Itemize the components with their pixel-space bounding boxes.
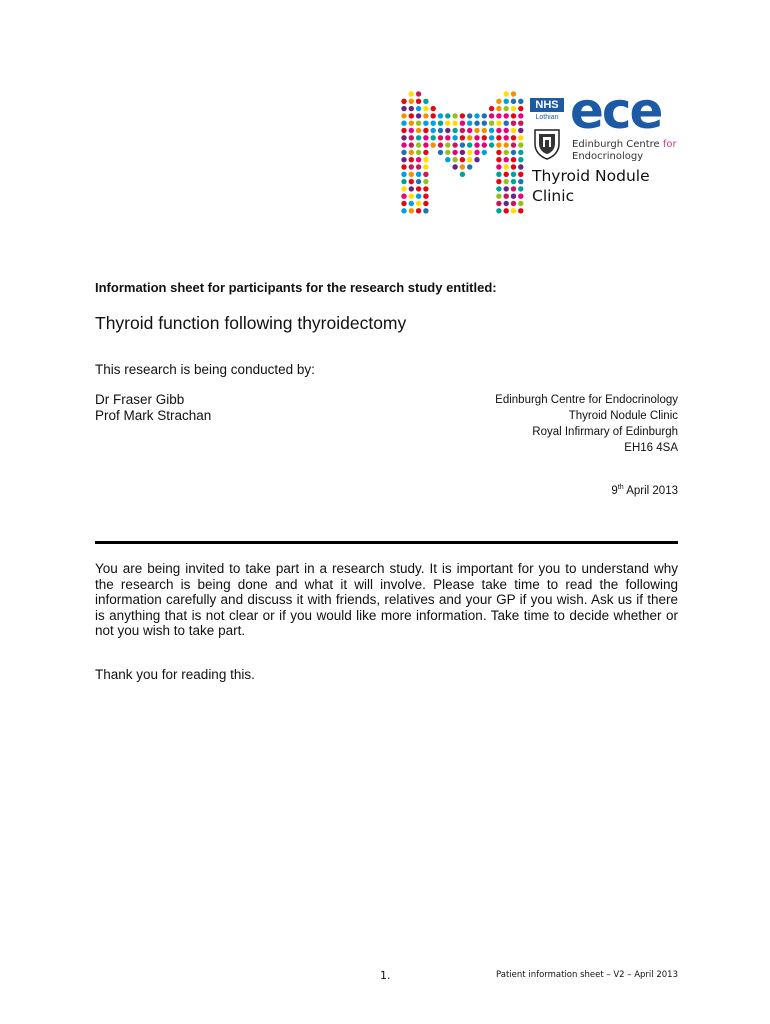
header-logos xyxy=(398,82,678,218)
clinic-name: Thyroid Nodule Clinic xyxy=(532,167,650,205)
ece-logo: ece xyxy=(570,82,662,140)
nhs-region: Lothian xyxy=(535,114,559,121)
researcher-name: Dr Fraser Gibb xyxy=(95,392,185,407)
university-crest-icon xyxy=(534,128,560,160)
intro-paragraph: You are being invited to take part in a research study. It is important for you to understand why the research is being done and what it will involve. Please take time to read the following information carefully and discuss it with friends, relatives and your GP if you wish. Ask us if there is anything that is not clear or if you would like more information. Take time to decide whether or not you wish to take part. xyxy=(95,561,678,639)
address-line: EH16 4SA xyxy=(624,442,678,454)
address-line: Thyroid Nodule Clinic xyxy=(568,410,678,422)
footer-version: Patient information sheet – V2 – April 2013 xyxy=(496,970,678,980)
address-line: Royal Infirmary of Edinburgh xyxy=(532,426,678,438)
address-line: Edinburgh Centre for Endocrinology xyxy=(495,394,678,406)
address-block xyxy=(495,392,678,456)
page-number: 1. xyxy=(380,969,391,982)
researchers-list xyxy=(95,392,211,424)
nhs-logo: NHS xyxy=(530,98,564,112)
ece-subtitle: Edinburgh Centre for Endocrinology xyxy=(572,139,677,162)
dotted-m-logo-icon xyxy=(398,88,528,218)
conducted-by-label: This research is being conducted by: xyxy=(95,362,315,377)
document-date: 9th April 2013 xyxy=(611,484,678,497)
section-divider xyxy=(95,541,678,544)
researcher-name: Prof Mark Strachan xyxy=(95,408,212,423)
study-title: Thyroid function following thyroidectomy xyxy=(95,313,407,333)
document-subtitle: Information sheet for participants for the research study entitled: xyxy=(95,280,497,295)
thanks-line: Thank you for reading this. xyxy=(95,667,255,682)
